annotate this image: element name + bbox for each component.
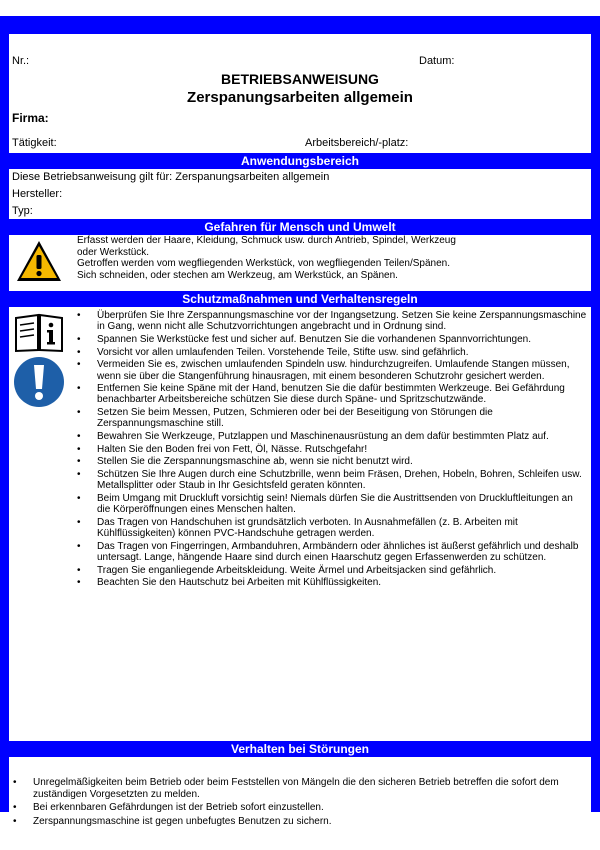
list-item: • Bewahren Sie Werkzeuge, Putzlappen und Maschinenausrüstung an dem dafür bestimmten Platz auf. xyxy=(75,431,587,442)
hazard-line: Sich schneiden, oder stechen am Werkzeug, am Werkstück, an Spänen. xyxy=(77,269,398,281)
list-item: • Überprüfen Sie Ihre Zerspannungsmaschine vor der Ingangsetzung. Setzen Sie keine Zerspannungsmaschine in Gang, wenn nicht alle Schutzvorrichtungen angebracht und in Ordnung sind. xyxy=(75,310,587,332)
hersteller-label: Hersteller: xyxy=(12,188,63,200)
list-item: • Beachten Sie den Hautschutz bei Arbeiten mit Kühlflüssigkeiten. xyxy=(75,577,587,588)
list-item: • Spannen Sie Werkstücke fest und sicher auf. Benutzen Sie die vorhandenen Spannvorrichtungen. xyxy=(75,334,587,345)
hazard-description xyxy=(77,235,587,281)
document-body xyxy=(9,34,591,827)
protective-measures-list xyxy=(75,310,587,590)
taetigkeit-label: Tätigkeit: xyxy=(12,137,57,149)
hazard-line: Getroffen werden vom wegfliegenden Werkstück, von wegfliegenden Teilen/Spänen. xyxy=(77,258,451,269)
malfunction-list xyxy=(13,777,587,829)
section-heading-gefahren: Gefahren für Mensch und Umwelt xyxy=(9,219,591,235)
list-item: • Das Tragen von Fingerringen, Armbanduhren, Armbändern oder ähnliches ist äußerst gefährlich und deshalb untersagt. Lange, hängende Haare sind durch einen Haarschutz gegen Erfassenwerden zu schützen. xyxy=(75,541,587,563)
document-subtitle: Zerspanungsarbeiten allgemein xyxy=(187,89,413,106)
section-heading-schutzmassnahmen: Schutzmaßnahmen und Verhaltensregeln xyxy=(9,291,591,307)
hazard-line: oder Werkstück. xyxy=(77,246,150,258)
typ-label: Typ: xyxy=(12,205,33,217)
list-item: • Zerspannungsmaschine ist gegen unbefugtes Benutzen zu sichern. xyxy=(13,816,587,828)
section-heading-stoerungen: Verhalten bei Störungen xyxy=(9,741,591,757)
list-item: • Beim Umgang mit Druckluft vorsichtig sein! Niemals dürfen Sie die Austrittsenden von Druckluftleitungen an die Körperöffnungen eines Menschen halten. xyxy=(75,493,587,515)
arbeitsbereich-label: Arbeitsbereich/-platz: xyxy=(305,137,409,149)
datum-label: Datum: xyxy=(419,55,455,67)
document-title: BETRIEBSANWEISUNG xyxy=(221,71,379,87)
list-item: • Schützen Sie Ihre Augen durch eine Schutzbrille, wenn beim Fräsen, Drehen, Hobeln, Bohren, Schleifen usw. Metallsplitter oder Staub in Ihr Gesichtsfeld geraten könnten. xyxy=(75,469,587,491)
firma-label: Firma: xyxy=(12,111,49,125)
warning-triangle-icon xyxy=(15,239,63,283)
mandatory-exclamation-icon xyxy=(13,356,65,408)
list-item: • Vorsicht vor allen umlaufenden Teilen. Vorstehende Teile, Stifte usw. sind gefährlich. xyxy=(75,347,587,358)
section-heading-anwendungsbereich: Anwendungsbereich xyxy=(9,153,591,169)
list-item: • Vermeiden Sie es, zwischen umlaufenden Spindeln usw. hindurchzugreifen. Umlaufende Stangen müssen, wenn sie über die Stangenführung hinausragen, mit einem besonderen Schutzrohr gesichert werden. xyxy=(75,359,587,381)
list-item: • Entfernen Sie keine Späne mit der Hand, benutzen Sie die dafür bestimmten Werkzeuge. Bei Gefährdung benachbarter Arbeitsbereiche schützen Sie diese durch Späne- und Spritzschutzwände. xyxy=(75,383,587,405)
list-item: • Halten Sie den Boden frei von Fett, Öl, Nässe. Rutschgefahr! xyxy=(75,444,587,455)
list-item: • Unregelmäßigkeiten beim Betrieb oder beim Feststellen von Mängeln die den sicheren Betrieb betreffen die sofort dem zuständigen Vorgesetzten zu melden. xyxy=(13,777,587,800)
list-item: • Bei erkennbaren Gefährdungen ist der Betrieb sofort einzustellen. xyxy=(13,802,587,814)
list-item: • Das Tragen von Handschuhen ist grundsätzlich verboten. In Ausnahmefällen (z. B. Arbeiten mit Kühlflüssigkeiten) können PVC-Handschuhe getragen werden. xyxy=(75,517,587,539)
scope-text: Diese Betriebsanweisung gilt für: Zerspanungsarbeiten allgemein xyxy=(12,171,330,183)
list-item: • Tragen Sie enganliegende Arbeitskleidung. Weite Ärmel und Arbeitsjacken sind gefährlich. xyxy=(75,565,587,576)
list-item: • Stellen Sie die Zerspannungsmaschine ab, wenn sie nicht benutzt wird. xyxy=(75,456,587,467)
manual-info-icon xyxy=(14,313,64,353)
list-item: • Setzen Sie beim Messen, Putzen, Schmieren oder bei der Beseitigung von Störungen die Zerspannungsmaschine still. xyxy=(75,407,587,429)
hazard-line: Erfasst werden der Haare, Kleidung, Schmuck usw. durch Antrieb, Spindel, Werkzeug xyxy=(77,235,456,246)
document-frame xyxy=(0,16,600,827)
nr-label: Nr.: xyxy=(12,55,30,67)
